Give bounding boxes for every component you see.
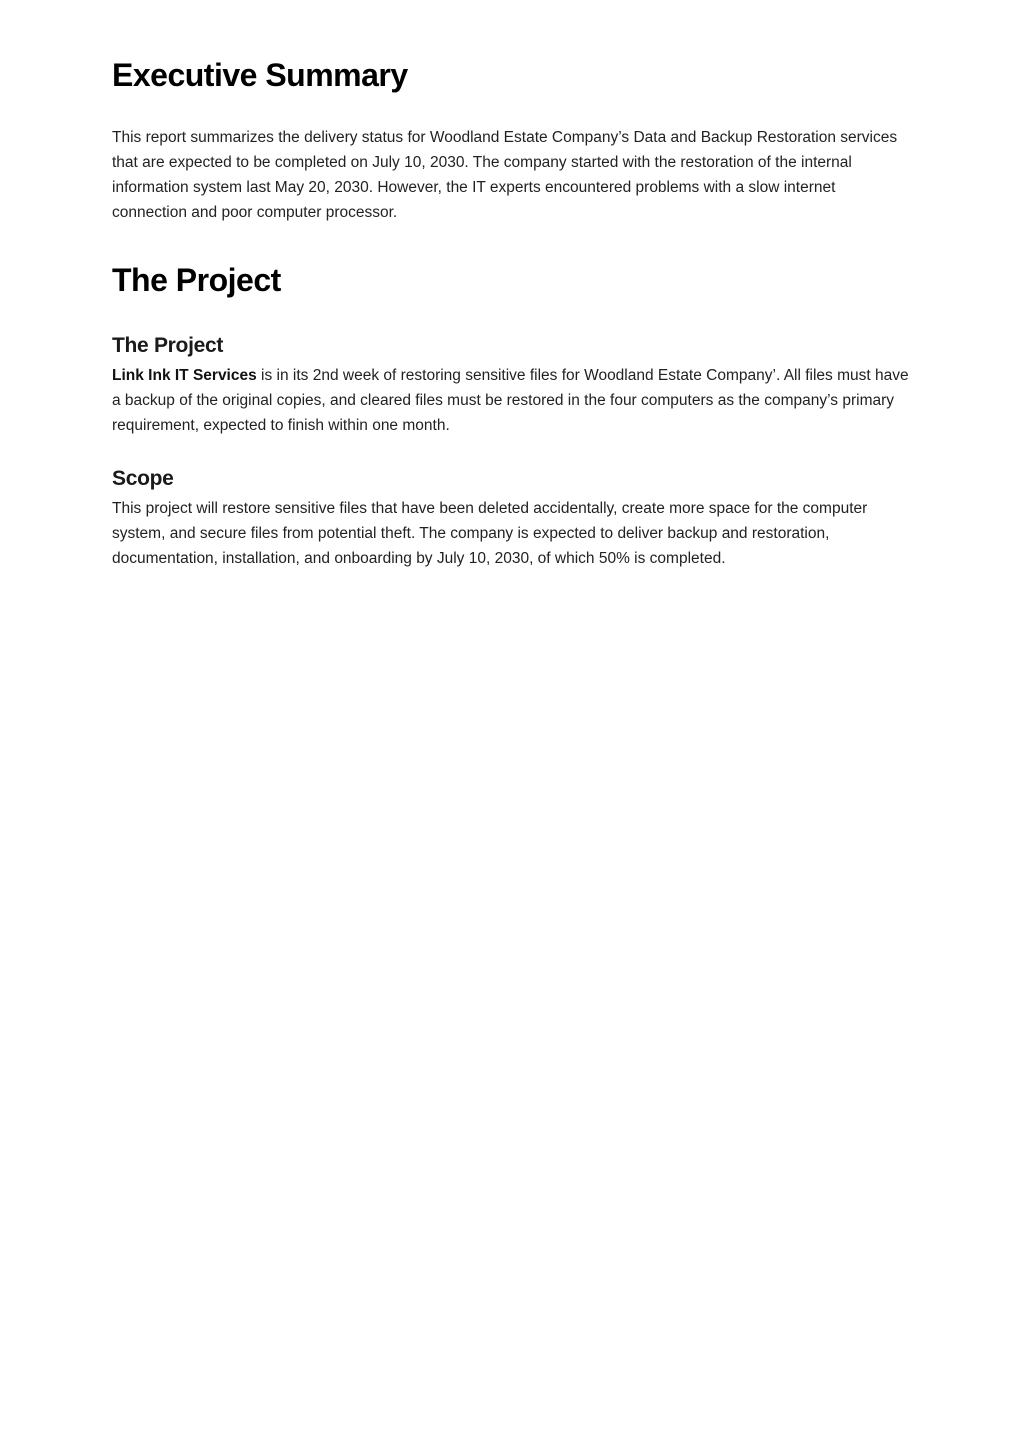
company-name: Link Ink IT Services: [112, 367, 257, 384]
executive-summary-heading: Executive Summary: [112, 57, 408, 93]
executive-summary-paragraph: This report summarizes the delivery status for Woodland Estate Company’s Data and Backup Restoration services that are expected to be completed on July 10, 2030. The company started with the restoration of the internal information system last May 20, 2030. However, the IT experts encountered problems with a slow internet connection and poor computer processor.: [112, 129, 898, 221]
the-project-paragraph-text: is in its 2nd week of restoring sensitive files for Woodland Estate Company’. All files must have a backup of the original copies, and cleared files must be restored in the four computers as the company’s primary requirement, expected to finish within one month.: [112, 367, 909, 434]
the-project-paragraph: [112, 363, 912, 438]
the-project-subheading: The Project: [112, 334, 224, 357]
scope-subheading: Scope: [112, 467, 174, 490]
scope-paragraph: This project will restore sensitive files that have been deleted accidentally, create more space for the computer system, and secure files from potential theft. The company is expected to deliver backup and restoration, documentation, installation, and onboarding by July 10, 2030, of which 50% is completed.: [112, 500, 868, 567]
the-project-heading: The Project: [112, 262, 281, 298]
